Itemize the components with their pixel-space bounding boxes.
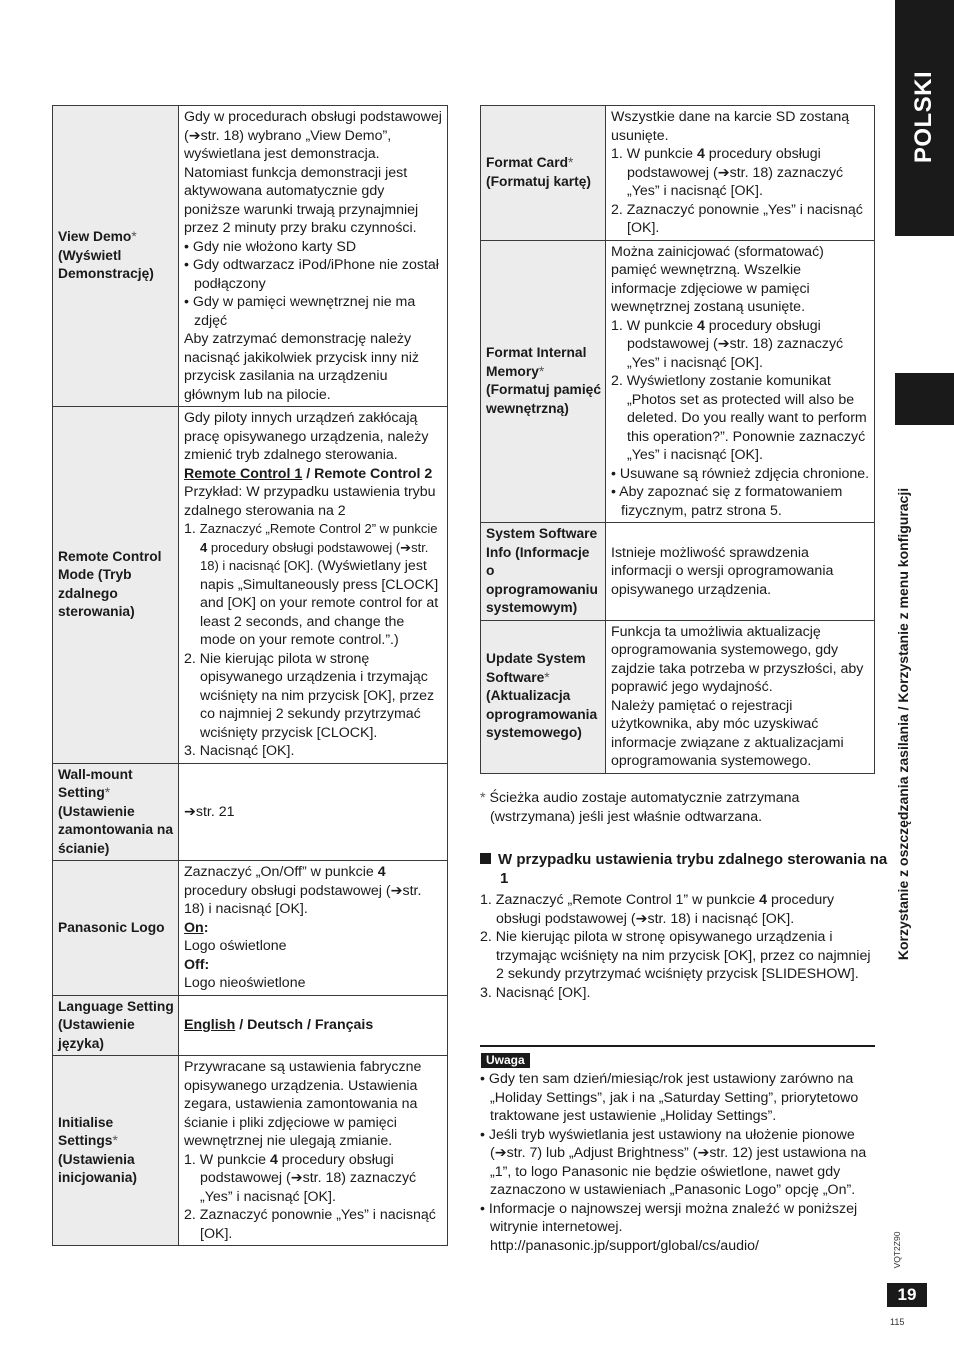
page-number-small: 115 — [890, 1317, 905, 1327]
settings-table-left-body — [53, 106, 448, 1246]
asterisk-marker: * — [544, 669, 550, 685]
footnote — [480, 789, 875, 826]
setting-name-translation: (Aktualizacja oprogramowania systemowego) — [486, 688, 598, 741]
setting-name — [481, 106, 606, 241]
setting-name-text: System Software Info (Informacje o oprogramowaniu systemowym) — [486, 526, 598, 615]
note-item: • Jeśli tryb wyświetlania jest ustawiony na ułożenie pionowe (➔str. 7) lub „Adjust Brightness” (➔str. 12) jest ustawiona na „1”, to logo Panasonic nie będzie oświetlone, nawet gdy zaznaczono w ustawieniach „Panasonic Logo” opcję „On”. — [480, 1126, 867, 1198]
setting-name — [53, 407, 179, 764]
setting-name-translation: (Formatuj pamięć wewnętrzną) — [486, 382, 601, 416]
setting-name-text: Wall-mount Setting — [58, 766, 133, 800]
left-table-row — [53, 1056, 448, 1246]
setting-name-text: View Demo — [58, 229, 132, 245]
footnote-text: Ścieżka audio zostaje automatycznie zatrzymana (wstrzymana) jeśli jest właśnie odtwarzana. — [489, 790, 800, 825]
setting-name — [481, 620, 606, 773]
settings-table-right — [480, 105, 875, 774]
setting-description: ➔str. 21 — [179, 763, 448, 861]
settings-table-left — [52, 105, 448, 1246]
left-table-row — [53, 763, 448, 861]
setting-name-translation: (Wyświetl Demonstrację) — [58, 247, 154, 282]
note-item: • Informacje o najnowszej wersji można znaleźć w poniższej witrynie internetowej. http://panasonic.jp/support/global/cs/audio/ — [480, 1200, 858, 1254]
setting-name-text: Initialise Settings — [58, 1114, 114, 1148]
step-item: 3. Nacisnąć [OK]. — [480, 984, 591, 1001]
subsection-steps — [480, 891, 875, 1002]
setting-name-text: Update System Software — [486, 651, 586, 685]
left-table-row — [53, 861, 448, 996]
left-table-row — [53, 106, 448, 407]
setting-name — [53, 995, 179, 1056]
setting-name-translation: (Ustawienie zamontowania na ścianie) — [58, 803, 173, 856]
section-marker — [895, 373, 954, 425]
setting-description: Wszystkie dane na karcie SD zostaną usunięte. 1. W punkcie 4 procedury obsługi podstawowej (➔str. 18) zaznaczyć „Yes” i nacisnąć [OK]. 2. Zaznaczyć ponownie „Yes” i nacisnąć [OK]. — [606, 106, 875, 241]
right-table-row — [481, 240, 875, 523]
step-item: 2. Nie kierując pilota w stronę opisywanego urządzenia i trzymając wciśnięty na nim przycisk [OK], przez co najmniej 2 sekundy przytrzymać wciśnięty przycisk [SLIDESHOW]. — [480, 929, 871, 982]
setting-description: Zaznaczyć „On/Off” w punkcie 4 procedury obsługi podstawowej (➔str. 18) i nacisnąć [OK]. On: Logo oświetlone Off: Logo nieoświetlone — [179, 861, 448, 996]
setting-name — [53, 861, 179, 996]
setting-name — [53, 106, 179, 407]
setting-name-text: Language Setting (Ustawienie języka) — [58, 998, 174, 1051]
notes-list — [480, 1070, 875, 1255]
setting-description: Gdy piloty innych urządzeń zakłócają pracę opisywanego urządzenia, należy zmienić tryb zdalnego sterowania. Remote Control 1 / Remote Control 2 Przykład: W przypadku ustawienia trybu zdalnego sterowania na 2 1. Zaznaczyć „Remote Control 2” w punkcie 4 procedury obsługi podstawowej (➔str. 18) i nacisnąć [OK]. (Wyświetlany jest napis „Simultaneously press [CLOCK] and [OK] on your remote control for at least 2 seconds, and change the mode on your remote control.”.) 2. Nie kierując pilota w stronę opisywanego urządzenia i trzymając wciśnięty na nim przycisk [OK], przez co najmniej 2 sekundy przytrzymać wciśnięty przycisk [CLOCK]. 3. Nacisnąć [OK]. — [179, 407, 448, 764]
document-code: VQT2Z90 — [891, 1231, 902, 1269]
section-title: Korzystanie z oszczędzania zasilania / Korzystanie z menu konfiguracji — [894, 487, 911, 961]
setting-name-translation: (Formatuj kartę) — [486, 173, 592, 189]
note-badge: Uwaga — [481, 1053, 530, 1068]
setting-name — [481, 240, 606, 523]
setting-description: Przywracane są ustawienia fabryczne opisywanego urządzenia. Ustawienia zegara, ustawienia zamontowania na ścianie i pliki zdjęciowe w pamięci wewnętrznej nie ulegają zmianie. 1. W punkcie 4 procedury obsługi podstawowej (➔str. 18) zaznaczyć „Yes” i nacisnąć [OK]. 2. Zaznaczyć ponownie „Yes” i nacisnąć [OK]. — [179, 1056, 448, 1246]
setting-name-text: Panasonic Logo — [58, 919, 165, 935]
page-number: 19 — [887, 1283, 927, 1307]
setting-name-text: Format Card — [486, 155, 569, 171]
setting-name — [481, 523, 606, 621]
square-bullet-icon — [480, 853, 491, 864]
setting-name-translation: (Ustawienia inicjowania) — [58, 1151, 137, 1185]
left-table-row — [53, 407, 448, 764]
asterisk-marker: * — [131, 229, 137, 245]
setting-description: Gdy w procedurach obsługi podstawowej (➔str. 18) wybrano „View Demo”, wyświetlana jest demonstracja. Natomiast funkcja demonstracji jest aktywowana automatycznie gdy poniższe warunki trwają przynajmniej przez 2 minuty przy braku czynności. • Gdy nie włożono karty SD • Gdy odtwarzacz iPod/iPhone nie został podłączony • Gdy w pamięci wewnętrznej nie ma zdjęć Aby zatrzymać demonstrację należy nacisnąć jakikolwiek przycisk inny niż przycisk zasilania na urządzeniu głównym lub na pilocie. — [179, 106, 448, 407]
language-tab-label: POLSKI — [909, 70, 937, 164]
step-item: 1. Zaznaczyć „Remote Control 1” w punkcie 4 procedury obsługi podstawowej (➔str. 18) i nacisnąć [OK]. — [480, 892, 835, 927]
right-table-row — [481, 106, 875, 241]
asterisk-marker: * — [538, 363, 545, 379]
subsection-heading — [480, 851, 895, 888]
left-table-row — [53, 995, 448, 1056]
settings-table-right-body — [481, 106, 875, 774]
right-table-row — [481, 523, 875, 621]
divider — [480, 1045, 875, 1047]
setting-name-text: Remote Control Mode (Tryb zdalnego sterowania) — [58, 548, 162, 620]
asterisk-marker: * — [568, 155, 574, 171]
footnote-marker: * — [480, 790, 486, 806]
asterisk-marker: * — [112, 1133, 118, 1148]
subsection-title: W przypadku ustawienia trybu zdalnego sterowania na 1 — [498, 851, 888, 887]
setting-description: Funkcja ta umożliwia aktualizację oprogramowania systemowego, gdy zajdzie taka potrzeba w przyszłości, aby poprawić jego wydajność. Należy pamiętać o rejestracji użytkownika, aby móc uzyskiwać informacje związane z aktualizacjami oprogramowania systemowego. — [606, 620, 875, 773]
asterisk-marker: * — [104, 785, 111, 800]
setting-description: Można zainicjować (sformatować) pamięć wewnętrzną. Wszelkie informacje zdjęciowe w pamięci wewnętrznej zostaną usunięte. 1. W punkcie 4 procedury obsługi podstawowej (➔str. 18) zaznaczyć „Yes” i nacisnąć [OK]. 2. Wyświetlony zostanie komunikat „Photos set as protected will also be deleted. Do you really want to perform this operation?”. Ponownie zaznaczyć „Yes” i nacisnąć [OK]. • Usuwane są również zdjęcia chronione. • Aby zapoznać się z formatowaniem fizycznym, patrz strona 5. — [606, 240, 875, 523]
setting-name — [53, 763, 179, 861]
setting-description: Istnieje możliwość sprawdzenia informacji o wersji oprogramowania opisywanego urządzenia. — [606, 523, 875, 621]
note-item: • Gdy ten sam dzień/miesiąc/rok jest ustawiony zarówno na „Holiday Settings”, jak i na „Saturday Setting”, priorytetowo traktowane jest ustawienie „Holiday Settings”. — [480, 1071, 859, 1124]
right-table-row — [481, 620, 875, 773]
setting-name-text: Format Internal Memory — [486, 345, 587, 379]
setting-name — [53, 1056, 179, 1246]
setting-description: English / Deutsch / Français — [179, 995, 448, 1056]
